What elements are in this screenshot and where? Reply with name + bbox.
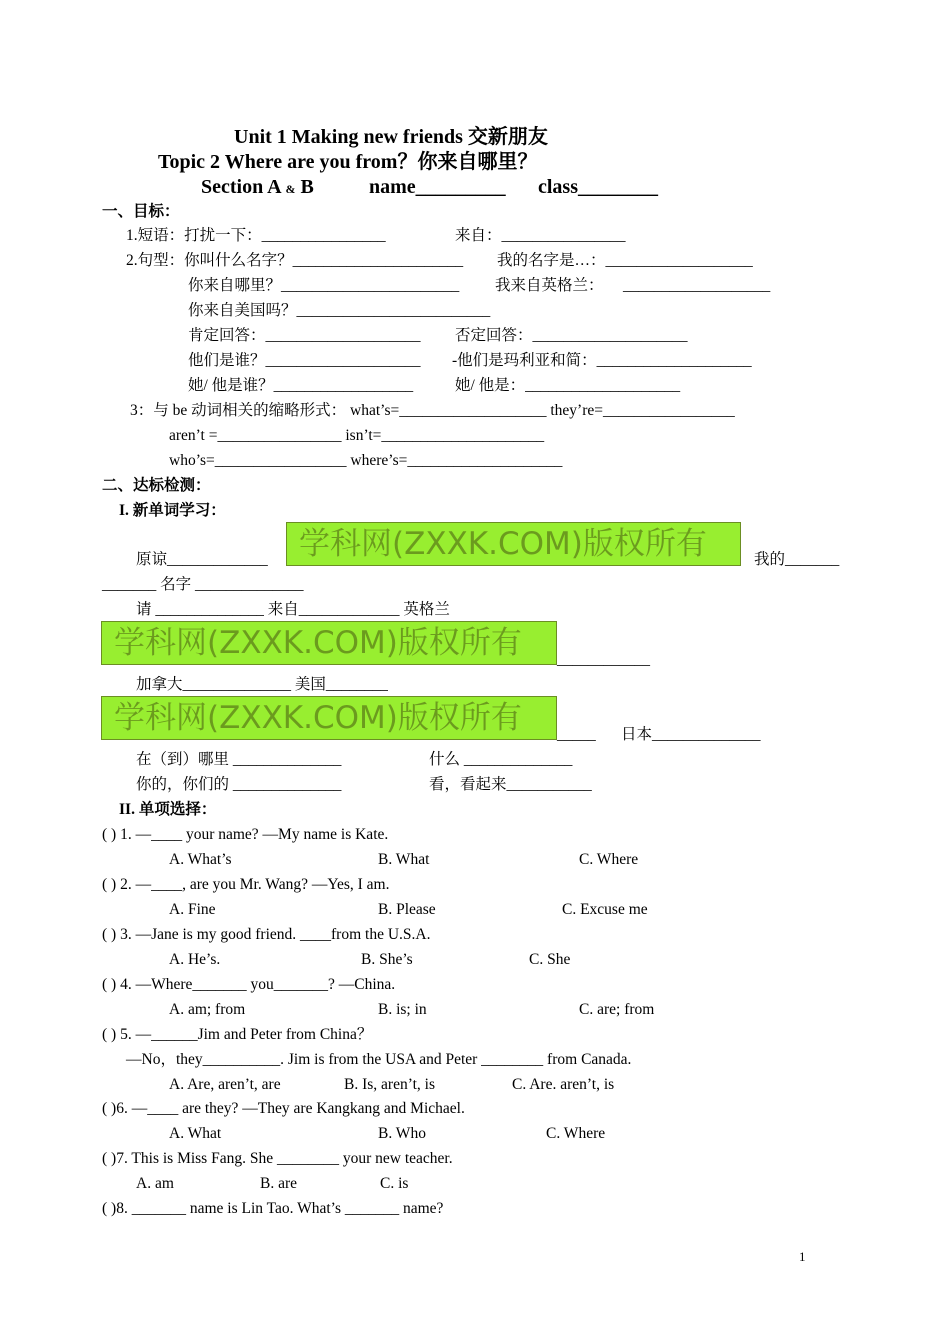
question-5: ( ) 5. —______Jim and Peter from China？ bbox=[102, 1026, 373, 1043]
section-label-a: Section A bbox=[201, 176, 286, 198]
class-field: class________ bbox=[538, 176, 658, 198]
option-5c: C. Are. aren’t, is bbox=[512, 1076, 615, 1093]
option-4a: A. am; from bbox=[169, 1001, 246, 1018]
heading-new-words: I. 新单词学习： bbox=[119, 502, 226, 519]
question-8: ( )8. _______ name is Lin Tao. What’s _______ name? bbox=[102, 1200, 444, 1217]
option-6c: C. Where bbox=[546, 1125, 606, 1142]
watermark-3: 学科网(ZXXK.COM)版权所有 bbox=[101, 696, 557, 740]
option-2a: A. Fine bbox=[169, 901, 216, 918]
goal-sentence-4: 我来自英格兰： bbox=[495, 277, 604, 294]
page-number: 1 bbox=[799, 1249, 806, 1264]
title-line-1: Unit 1 Making new friends 交新朋友 bbox=[234, 126, 548, 148]
goal-sentence-2: 我的名字是…：___________________ bbox=[497, 252, 753, 269]
word-name: _______ 名字 ______________ bbox=[102, 576, 304, 593]
option-6a: A. What bbox=[169, 1125, 222, 1142]
title-line-2: Topic 2 Where are you from？你来自哪里？ bbox=[158, 151, 538, 173]
question-7: ( )7. This is Miss Fang. She ________ your new teacher. bbox=[102, 1150, 453, 1167]
option-2b: B. Please bbox=[378, 901, 436, 918]
goal-phrase-1: 1.短语：打扰一下：________________ bbox=[126, 227, 386, 244]
goal-sentence-4-blank: ___________________ bbox=[623, 277, 771, 294]
goal-sentence-5: 你来自美国吗？_________________________ bbox=[188, 302, 491, 319]
contractions-line-3: who’s=_________________ where’s=____________________ bbox=[169, 452, 563, 469]
watermark-2: 学科网(ZXXK.COM)版权所有 bbox=[101, 621, 557, 665]
word-england-blank: ____________ bbox=[557, 651, 650, 668]
watermark-1: 学科网(ZXXK.COM)版权所有 bbox=[286, 522, 741, 566]
option-4c: C. are; from bbox=[579, 1001, 655, 1018]
name-field: name_________ bbox=[369, 176, 506, 198]
goal-phrase-2: 来自：________________ bbox=[455, 227, 626, 244]
heading-multiple-choice: II. 单项选择： bbox=[119, 801, 217, 818]
title-line-3 bbox=[201, 175, 314, 201]
option-7b: B. are bbox=[260, 1175, 298, 1192]
word-japan: 日本______________ bbox=[621, 726, 761, 743]
goal-sentence-8: 他们是谁？____________________ bbox=[188, 352, 421, 369]
option-1b: B. What bbox=[378, 851, 430, 868]
option-1a: A. What’s bbox=[169, 851, 232, 868]
option-6b: B. Who bbox=[378, 1125, 426, 1142]
question-3: ( ) 3. —Jane is my good friend. ____from the U.S.A. bbox=[102, 926, 431, 943]
word-excuse: 原谅_____________ bbox=[136, 551, 268, 568]
question-6: ( )6. —____ are they? —They are Kangkang and Michael. bbox=[102, 1100, 465, 1117]
option-3c: C. She bbox=[529, 951, 571, 968]
goal-sentence-11: 她/ 他是：____________________ bbox=[455, 377, 681, 394]
ampersand: & bbox=[285, 182, 296, 196]
option-7a: A. am bbox=[136, 1175, 174, 1192]
goal-sentence-6: 肯定回答：____________________ bbox=[188, 327, 421, 344]
goal-sentence-1: 2.句型：你叫什么名字？______________________ bbox=[126, 252, 464, 269]
option-2c: C. Excuse me bbox=[562, 901, 648, 918]
option-5a: A. Are, aren’t, are bbox=[169, 1076, 281, 1093]
question-1: ( ) 1. —____ your name? —My name is Kate. bbox=[102, 826, 389, 843]
question-4: ( ) 4. —Where_______ you_______? —China. bbox=[102, 976, 396, 993]
word-blank: _____ bbox=[557, 726, 596, 743]
goal-sentence-7: 否定回答：____________________ bbox=[455, 327, 688, 344]
option-3a: A. He’s. bbox=[169, 951, 221, 968]
heading-goals: 一、目标： bbox=[102, 203, 180, 220]
question-5-response: —No，they__________. Jim is from the USA and Peter ________ from Canada. bbox=[126, 1051, 632, 1068]
word-my: 我的_______ bbox=[754, 551, 840, 568]
option-7c: C. is bbox=[380, 1175, 409, 1192]
option-1c: C. Where bbox=[579, 851, 639, 868]
goal-sentence-10: 她/ 他是谁？__________________ bbox=[188, 377, 414, 394]
word-please-from-england: 请 ______________ 来自_____________ 英格兰 bbox=[136, 601, 450, 618]
word-where: 在（到）哪里 ______________ bbox=[136, 751, 342, 768]
word-your: 你的，你们的 ______________ bbox=[136, 776, 342, 793]
option-4b: B. is; in bbox=[378, 1001, 427, 1018]
goal-sentence-3: 你来自哪里？_______________________ bbox=[188, 277, 460, 294]
word-look: 看，看起来___________ bbox=[429, 776, 592, 793]
contractions-line-2: aren’t =________________ isn’t=_____________________ bbox=[169, 427, 545, 444]
option-3b: B. She’s bbox=[361, 951, 413, 968]
word-what: 什么 ______________ bbox=[429, 751, 573, 768]
option-5b: B. Is, aren’t, is bbox=[344, 1076, 435, 1093]
contractions-line-1: 3：与 be 动词相关的缩略形式： what’s=___________________ they’re=_________________ bbox=[130, 402, 735, 419]
question-2: ( ) 2. —____, are you Mr. Wang? —Yes, I am. bbox=[102, 876, 390, 893]
heading-test: 二、达标检测： bbox=[102, 477, 211, 494]
goal-sentence-9: -他们是玛利亚和简：____________________ bbox=[452, 352, 752, 369]
word-canada-america: 加拿大______________ 美国________ bbox=[136, 676, 388, 693]
section-label-b: B bbox=[295, 176, 314, 198]
